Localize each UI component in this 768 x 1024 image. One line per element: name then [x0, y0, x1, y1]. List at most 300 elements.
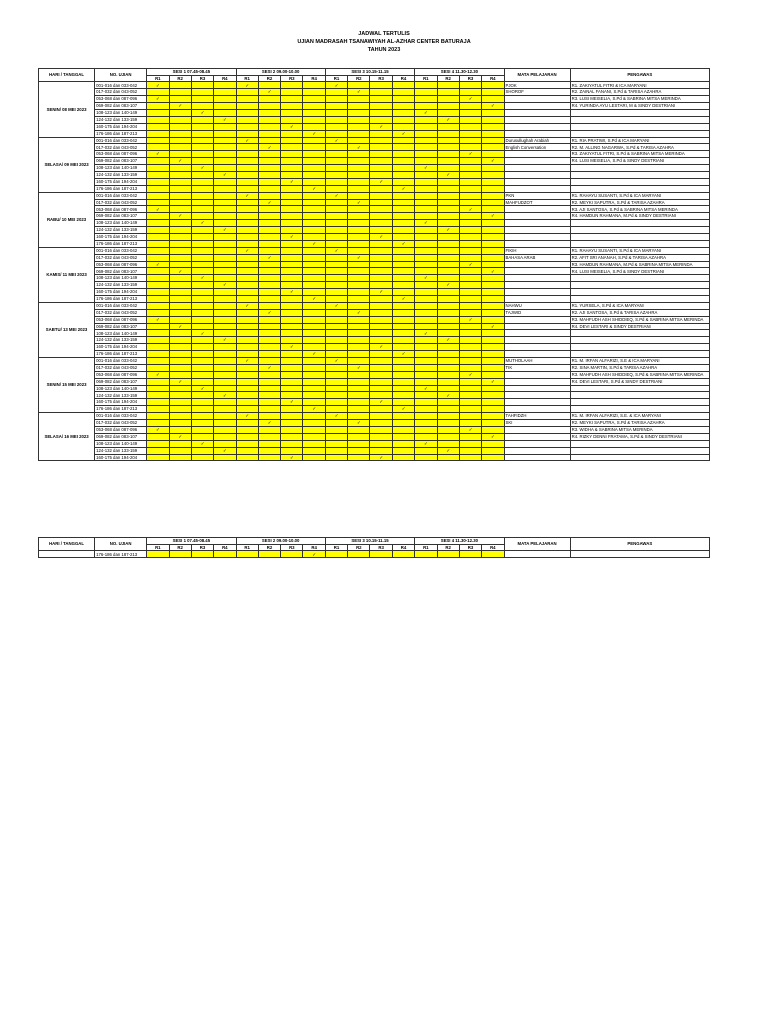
room-cell: [459, 385, 481, 392]
room-cell: ✓: [459, 151, 481, 158]
room-cell: [325, 447, 347, 454]
room-cell: [392, 199, 414, 206]
room-cell: [281, 364, 303, 371]
room-cell: [325, 351, 347, 358]
room-cell: [325, 378, 347, 385]
room-cell: [303, 364, 325, 371]
subject-cell: [504, 371, 570, 378]
exam-number: 108-123 dan 140-149: [95, 275, 147, 282]
room-cell: [258, 109, 280, 116]
room-cell: [348, 296, 370, 303]
header-room: R3: [459, 75, 481, 82]
room-cell: [191, 289, 213, 296]
room-cell: [482, 151, 504, 158]
room-cell: [303, 440, 325, 447]
room-cell: [258, 447, 280, 454]
room-cell: [191, 399, 213, 406]
subject-cell: [504, 426, 570, 433]
room-cell: [236, 213, 258, 220]
room-cell: [415, 337, 437, 344]
room-cell: ✓: [482, 268, 504, 275]
room-cell: [258, 178, 280, 185]
room-cell: [325, 399, 347, 406]
room-cell: [415, 323, 437, 330]
room-cell: [482, 171, 504, 178]
room-cell: [392, 151, 414, 158]
room-cell: [258, 385, 280, 392]
room-cell: [258, 275, 280, 282]
room-cell: [214, 358, 236, 365]
room-cell: [147, 406, 169, 413]
room-cell: [392, 109, 414, 116]
exam-number: 053-068 dan 087-096: [95, 371, 147, 378]
room-cell: [147, 309, 169, 316]
header-day: HARI / TANGGAL: [39, 69, 95, 82]
proctor-cell: R3. AJI SANTOSA, S.Pd & SABRINA MITSA MERINDA: [570, 206, 709, 213]
proctor-cell: R4. DEVI LESTARI, S.Pd & SINDY DESTRIANI: [570, 378, 709, 385]
room-cell: [303, 213, 325, 220]
room-cell: [303, 137, 325, 144]
room-cell: [147, 185, 169, 192]
room-cell: [281, 240, 303, 247]
room-cell: [370, 130, 392, 137]
room-cell: [325, 103, 347, 110]
room-cell: [169, 399, 191, 406]
room-cell: [370, 378, 392, 385]
subject-cell: PJOK: [504, 82, 570, 89]
exam-number: 001-016 dan 033-042: [95, 137, 147, 144]
room-cell: ✓: [437, 392, 459, 399]
room-cell: [236, 227, 258, 234]
room-cell: [482, 275, 504, 282]
room-cell: [281, 185, 303, 192]
room-cell: [482, 192, 504, 199]
room-cell: ✓: [392, 185, 414, 192]
room-cell: [325, 123, 347, 130]
room-cell: [325, 337, 347, 344]
room-cell: [459, 254, 481, 261]
room-cell: [325, 227, 347, 234]
room-cell: [437, 261, 459, 268]
room-cell: [459, 165, 481, 172]
room-cell: [191, 420, 213, 427]
room-cell: [437, 275, 459, 282]
room-cell: [437, 406, 459, 413]
room-cell: [169, 199, 191, 206]
room-cell: [258, 337, 280, 344]
room-cell: [258, 261, 280, 268]
room-cell: ✓: [459, 316, 481, 323]
room-cell: [348, 165, 370, 172]
room-cell: [169, 227, 191, 234]
room-cell: [214, 454, 236, 461]
room-cell: ✓: [303, 406, 325, 413]
proctor-cell: R2. AJI SANTOSA, S.Pd & TARISA AZAHRA: [570, 309, 709, 316]
table-row: [39, 109, 710, 116]
room-cell: ✓: [169, 268, 191, 275]
room-cell: [348, 261, 370, 268]
subject-cell: FIKIH: [504, 247, 570, 254]
room-cell: [214, 440, 236, 447]
room-cell: [325, 406, 347, 413]
room-cell: [415, 447, 437, 454]
room-cell: [236, 447, 258, 454]
room-cell: [482, 426, 504, 433]
room-cell: [258, 171, 280, 178]
room-cell: [437, 371, 459, 378]
table-row: [39, 227, 710, 234]
subject-cell: [504, 337, 570, 344]
room-cell: [214, 185, 236, 192]
subject-cell: BAHASA ARAB: [504, 254, 570, 261]
exam-number: 053-068 dan 087-096: [95, 151, 147, 158]
room-cell: ✓: [191, 220, 213, 227]
room-cell: [459, 344, 481, 351]
room-cell: [303, 337, 325, 344]
room-cell: [415, 151, 437, 158]
room-cell: [281, 316, 303, 323]
room-cell: [281, 171, 303, 178]
room-cell: ✓: [348, 364, 370, 371]
room-cell: [325, 440, 347, 447]
day-label: RABU/ 10 MEI 2023: [39, 192, 95, 247]
room-cell: [303, 371, 325, 378]
room-cell: [236, 454, 258, 461]
room-cell: [348, 426, 370, 433]
room-cell: [214, 399, 236, 406]
room-cell: ✓: [191, 330, 213, 337]
room-cell: [169, 316, 191, 323]
room-cell: [303, 282, 325, 289]
exam-number: 160-175 dan 194-204: [95, 344, 147, 351]
room-cell: [437, 254, 459, 261]
room-cell: [437, 199, 459, 206]
room-cell: ✓: [258, 89, 280, 96]
room-cell: [482, 420, 504, 427]
room-cell: [459, 440, 481, 447]
room-cell: [236, 103, 258, 110]
room-cell: [325, 282, 347, 289]
room-cell: [370, 185, 392, 192]
room-cell: ✓: [303, 240, 325, 247]
subject-cell: [504, 351, 570, 358]
room-cell: [482, 206, 504, 213]
room-cell: [214, 165, 236, 172]
subject-cell: [504, 103, 570, 110]
room-cell: ✓: [370, 399, 392, 406]
room-cell: [214, 268, 236, 275]
room-cell: [191, 358, 213, 365]
room-cell: [191, 89, 213, 96]
subject-cell: [504, 330, 570, 337]
room-cell: [258, 454, 280, 461]
header-no-ujian: NO. UJIAN: [95, 538, 147, 551]
room-cell: [169, 309, 191, 316]
room-cell: [437, 130, 459, 137]
room-cell: [191, 371, 213, 378]
room-cell: ✓: [482, 378, 504, 385]
room-cell: [415, 426, 437, 433]
room-cell: [482, 309, 504, 316]
room-cell: ✓: [415, 385, 437, 392]
exam-number: 176-186 dan 187-213: [95, 406, 147, 413]
room-cell: [191, 282, 213, 289]
room-cell: [370, 364, 392, 371]
proctor-cell: R2. AFIT SRI ANANAH, S.Pd & TARISA AZAHRA: [570, 254, 709, 261]
room-cell: [415, 282, 437, 289]
room-cell: [415, 89, 437, 96]
room-cell: [392, 344, 414, 351]
room-cell: [303, 206, 325, 213]
room-cell: [147, 413, 169, 420]
room-cell: [482, 399, 504, 406]
room-cell: [236, 282, 258, 289]
room-cell: [214, 151, 236, 158]
exam-number: 053-068 dan 087-096: [95, 426, 147, 433]
room-cell: [281, 358, 303, 365]
room-cell: [147, 344, 169, 351]
room-cell: [303, 96, 325, 103]
room-cell: [392, 289, 414, 296]
subject-cell: [504, 440, 570, 447]
room-cell: [437, 151, 459, 158]
room-cell: [258, 116, 280, 123]
room-cell: [258, 351, 280, 358]
room-cell: [191, 158, 213, 165]
room-cell: [325, 371, 347, 378]
room-cell: [303, 316, 325, 323]
room-cell: ✓: [191, 165, 213, 172]
room-cell: [258, 289, 280, 296]
exam-number: 017-032 dan 043-052: [95, 420, 147, 427]
room-cell: [258, 213, 280, 220]
room-cell: [459, 178, 481, 185]
room-cell: [147, 144, 169, 151]
room-cell: [258, 206, 280, 213]
room-cell: [348, 433, 370, 440]
proctor-cell: [570, 296, 709, 303]
table-row: [39, 433, 710, 440]
room-cell: [303, 413, 325, 420]
room-cell: ✓: [348, 309, 370, 316]
room-cell: [169, 406, 191, 413]
room-cell: [415, 254, 437, 261]
title-line-1: JADWAL TERTULIS: [358, 31, 410, 37]
header-room: R2: [258, 75, 280, 82]
room-cell: [348, 399, 370, 406]
room-cell: [147, 330, 169, 337]
room-cell: [214, 316, 236, 323]
room-cell: [258, 137, 280, 144]
room-cell: [348, 385, 370, 392]
room-cell: ✓: [482, 158, 504, 165]
room-cell: [459, 433, 481, 440]
room-cell: [459, 399, 481, 406]
room-cell: [191, 551, 213, 558]
room-cell: [482, 406, 504, 413]
room-cell: [258, 323, 280, 330]
room-cell: [325, 158, 347, 165]
room-cell: [482, 165, 504, 172]
subject-cell: English Conversation: [504, 144, 570, 151]
room-cell: [415, 309, 437, 316]
room-cell: [370, 316, 392, 323]
proctor-cell: R1. M. IRFAN ALFARIZI, S.E & ICA MARYANI: [570, 358, 709, 365]
exam-number: 017-032 dan 043-052: [95, 144, 147, 151]
room-cell: [236, 185, 258, 192]
room-cell: [169, 275, 191, 282]
room-cell: [214, 199, 236, 206]
room-cell: [459, 116, 481, 123]
table-row: [39, 199, 710, 206]
room-cell: [348, 123, 370, 130]
exam-number: 069-082 dan 083-107: [95, 323, 147, 330]
room-cell: [281, 254, 303, 261]
proctor-cell: [570, 351, 709, 358]
proctor-cell: [570, 330, 709, 337]
proctor-cell: R1. RAHAYU SUSANTI, S.Pd & ICA MARYANI: [570, 192, 709, 199]
room-cell: ✓: [169, 213, 191, 220]
room-cell: [325, 89, 347, 96]
room-cell: [415, 302, 437, 309]
room-cell: [258, 268, 280, 275]
room-cell: [392, 433, 414, 440]
table-row: [39, 206, 710, 213]
room-cell: [169, 130, 191, 137]
room-cell: [370, 171, 392, 178]
room-cell: ✓: [348, 420, 370, 427]
room-cell: [191, 254, 213, 261]
room-cell: [303, 358, 325, 365]
room-cell: [459, 364, 481, 371]
exam-number: 001-016 dan 033-042: [95, 247, 147, 254]
room-cell: ✓: [236, 413, 258, 420]
room-cell: [147, 323, 169, 330]
table-row: [39, 447, 710, 454]
subject-cell: [504, 392, 570, 399]
room-cell: [325, 426, 347, 433]
room-cell: [370, 275, 392, 282]
room-cell: ✓: [437, 227, 459, 234]
proctor-cell: [570, 337, 709, 344]
room-cell: [370, 144, 392, 151]
exam-number: 069-082 dan 083-107: [95, 158, 147, 165]
room-cell: [437, 82, 459, 89]
exam-number: 176-186 dan 187-213: [95, 185, 147, 192]
room-cell: [214, 371, 236, 378]
room-cell: [437, 178, 459, 185]
room-cell: [392, 282, 414, 289]
room-cell: [459, 192, 481, 199]
table-row: [39, 440, 710, 447]
subject-cell: [504, 206, 570, 213]
room-cell: [214, 220, 236, 227]
room-cell: [236, 551, 258, 558]
room-cell: ✓: [482, 103, 504, 110]
room-cell: [325, 199, 347, 206]
room-cell: ✓: [258, 144, 280, 151]
table-row: [39, 96, 710, 103]
day-label: KAMIS/ 11 MEI 2023: [39, 247, 95, 302]
room-cell: [236, 275, 258, 282]
table-row: [39, 316, 710, 323]
room-cell: [482, 392, 504, 399]
room-cell: [415, 130, 437, 137]
room-cell: [303, 109, 325, 116]
room-cell: [348, 302, 370, 309]
room-cell: [191, 447, 213, 454]
room-cell: [482, 130, 504, 137]
room-cell: [236, 309, 258, 316]
room-cell: [169, 151, 191, 158]
room-cell: [392, 116, 414, 123]
room-cell: [415, 178, 437, 185]
room-cell: [147, 109, 169, 116]
room-cell: [348, 206, 370, 213]
room-cell: [281, 433, 303, 440]
room-cell: [348, 316, 370, 323]
room-cell: [281, 89, 303, 96]
room-cell: [303, 433, 325, 440]
exam-number: 017-032 dan 043-052: [95, 309, 147, 316]
room-cell: [325, 213, 347, 220]
room-cell: [303, 158, 325, 165]
proctor-cell: R3. ZAKIYATUL FITRI, S.Pd & SABRINA MITSA MERINDA: [570, 151, 709, 158]
subject-cell: NAHWU: [504, 302, 570, 309]
room-cell: ✓: [415, 275, 437, 282]
table-row: [39, 192, 710, 199]
room-cell: [370, 254, 392, 261]
room-cell: ✓: [236, 247, 258, 254]
table-row: [39, 185, 710, 192]
subject-cell: [504, 275, 570, 282]
room-cell: [258, 371, 280, 378]
subject-cell: [504, 323, 570, 330]
room-cell: [370, 302, 392, 309]
room-cell: [236, 323, 258, 330]
room-cell: [214, 551, 236, 558]
room-cell: [169, 220, 191, 227]
room-cell: [392, 399, 414, 406]
table-row: [39, 344, 710, 351]
table-row: [39, 130, 710, 137]
room-cell: [348, 158, 370, 165]
room-cell: [392, 103, 414, 110]
room-cell: [191, 178, 213, 185]
room-cell: [459, 282, 481, 289]
room-cell: [325, 433, 347, 440]
table-row: [39, 323, 710, 330]
room-cell: [236, 316, 258, 323]
room-cell: ✓: [370, 289, 392, 296]
room-cell: [303, 165, 325, 172]
room-cell: [191, 103, 213, 110]
room-cell: [236, 240, 258, 247]
room-cell: [147, 123, 169, 130]
subject-cell: TIK: [504, 364, 570, 371]
room-cell: [303, 116, 325, 123]
room-cell: [459, 358, 481, 365]
room-cell: [392, 247, 414, 254]
subject-cell: [504, 96, 570, 103]
exam-number: 108-123 dan 140-149: [95, 220, 147, 227]
header-session-4: SESI 4 11.30-12.30: [415, 538, 504, 545]
proctor-cell: R3. WIDHA & SABRINA MITSA MERINDA: [570, 426, 709, 433]
table-row: [39, 123, 710, 130]
room-cell: [281, 426, 303, 433]
exam-number: 053-068 dan 087-096: [95, 316, 147, 323]
room-cell: [348, 116, 370, 123]
